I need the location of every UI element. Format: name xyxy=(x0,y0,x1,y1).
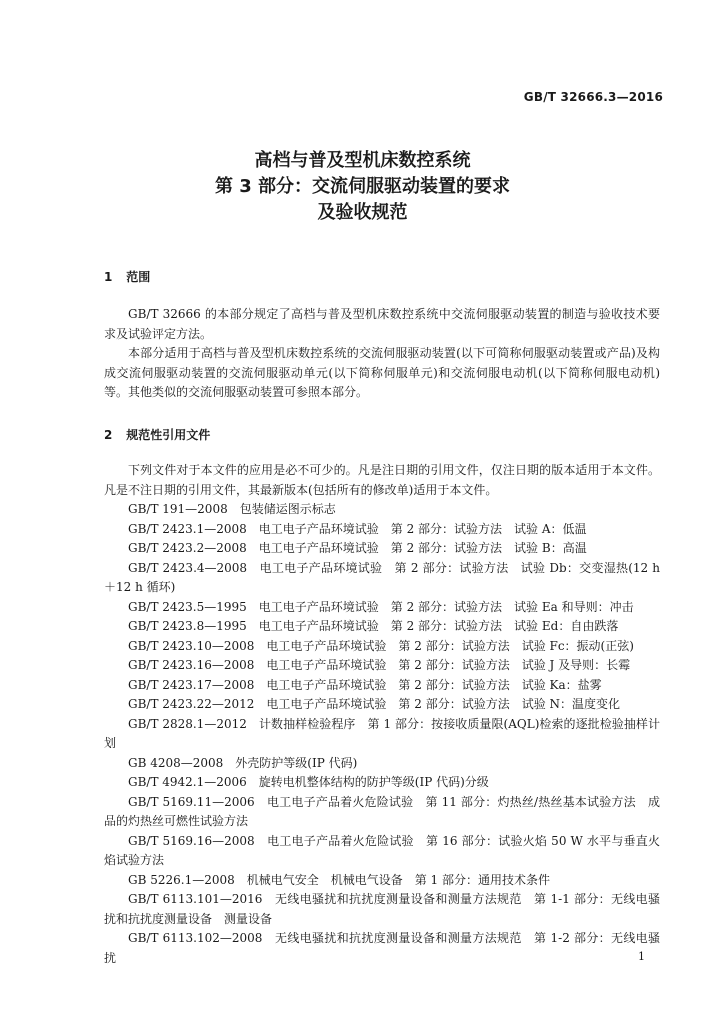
reference-item: GB/T 5169.11—2006 电工电子产品着火危险试验 第 11 部分：灼热丝/热丝基本试验方法 成品的灼热丝可燃性试验方法 xyxy=(104,794,660,828)
reference-item: GB/T 191—2008 包装储运图示标志 xyxy=(128,502,336,516)
section-title: 范围 xyxy=(126,270,151,284)
reference-item: GB 4208—2008 外壳防护等级(IP 代码) xyxy=(128,755,358,770)
reference-item: GB/T 2423.16—2008 电工电子产品环境试验 第 2 部分：试验方法 试验 J 及导则：长霉 xyxy=(128,658,631,672)
page-number: 1 xyxy=(638,950,645,963)
title-line-1: 高档与普及型机床数控系统 xyxy=(254,150,471,171)
reference-item: GB/T 2423.8—1995 电工电子产品环境试验 第 2 部分：试验方法 试验 Ed：自由跌落 xyxy=(128,619,619,633)
reference-item: GB 5226.1—2008 机械电气安全 机械电气设备 第 1 部分：通用技术条件 xyxy=(128,872,551,887)
section-number: 1 xyxy=(104,270,113,284)
paragraph: 下列文件对于本文件的应用是必不可少的。凡是注日期的引用文件，仅注日期的版本适用于本文件。凡是不注日期的引用文件，其最新版本(包括所有的修改单)适用于本文件。 xyxy=(104,463,660,497)
section-heading-normative-references xyxy=(104,426,210,443)
section-body-references xyxy=(104,461,660,968)
reference-item: GB/T 5169.16—2008 电工电子产品着火危险试验 第 16 部分：试验火焰 50 W 水平与垂直火焰试验方法 xyxy=(104,833,660,867)
title-line-2: 第 3 部分：交流伺服驱动装置的要求 xyxy=(214,176,511,197)
reference-item: GB/T 6113.102—2008 无线电骚扰和抗扰度测量设备和测量方法规范 第 1-2 部分：无线电骚扰 xyxy=(104,931,660,965)
reference-item: GB/T 6113.101—2016 无线电骚扰和抗扰度测量设备和测量方法规范 第 1-1 部分：无线电骚扰和抗扰度测量设备 测量设备 xyxy=(104,892,660,926)
reference-item: GB/T 2423.17—2008 电工电子产品环境试验 第 2 部分：试验方法 试验 Ka：盐雾 xyxy=(128,677,602,692)
paragraph: GB/T 32666 的本部分规定了高档与普及型机床数控系统中交流伺服驱动装置的制造与验收技术要求及试验评定方法。 xyxy=(104,307,660,341)
section-heading-scope xyxy=(104,268,150,285)
paragraph: 本部分适用于高档与普及型机床数控系统的交流伺服驱动装置(以下可简称伺服驱动装置或产品)及构成交流伺服驱动装置的交流伺服驱动单元(以下简称伺服单元)和交流伺服电动机(以下简称伺服电动机)等。其他类似的交流伺服驱动装置可参照本部分。 xyxy=(104,346,660,399)
title-line-3: 及验收规范 xyxy=(317,202,408,223)
reference-item: GB/T 2423.1—2008 电工电子产品环境试验 第 2 部分：试验方法 试验 A：低温 xyxy=(128,521,587,536)
reference-item: GB/T 4942.1—2006 旋转电机整体结构的防护等级(IP 代码)分级 xyxy=(128,775,489,789)
reference-item: GB/T 2423.4—2008 电工电子产品环境试验 第 2 部分：试验方法 试验 Db：交变湿热(12 h＋12 h 循环) xyxy=(104,560,660,594)
document-title xyxy=(0,148,725,226)
reference-item: GB/T 2423.2—2008 电工电子产品环境试验 第 2 部分：试验方法 试验 B：高温 xyxy=(128,541,587,555)
standard-code: GB/T 32666.3—2016 xyxy=(523,90,663,104)
section-body-scope xyxy=(104,305,660,403)
reference-item: GB/T 2423.10—2008 电工电子产品环境试验 第 2 部分：试验方法 试验 Fc：振动(正弦) xyxy=(128,638,634,653)
reference-item: GB/T 2423.22—2012 电工电子产品环境试验 第 2 部分：试验方法 试验 N：温度变化 xyxy=(128,697,621,711)
section-number: 2 xyxy=(104,428,113,442)
reference-item: GB/T 2828.1—2012 计数抽样检验程序 第 1 部分：按接收质量限(AQL)检索的逐批检验抽样计划 xyxy=(104,716,660,750)
section-title: 规范性引用文件 xyxy=(126,428,211,442)
reference-item: GB/T 2423.5—1995 电工电子产品环境试验 第 2 部分：试验方法 试验 Ea 和导则：冲击 xyxy=(128,599,634,614)
